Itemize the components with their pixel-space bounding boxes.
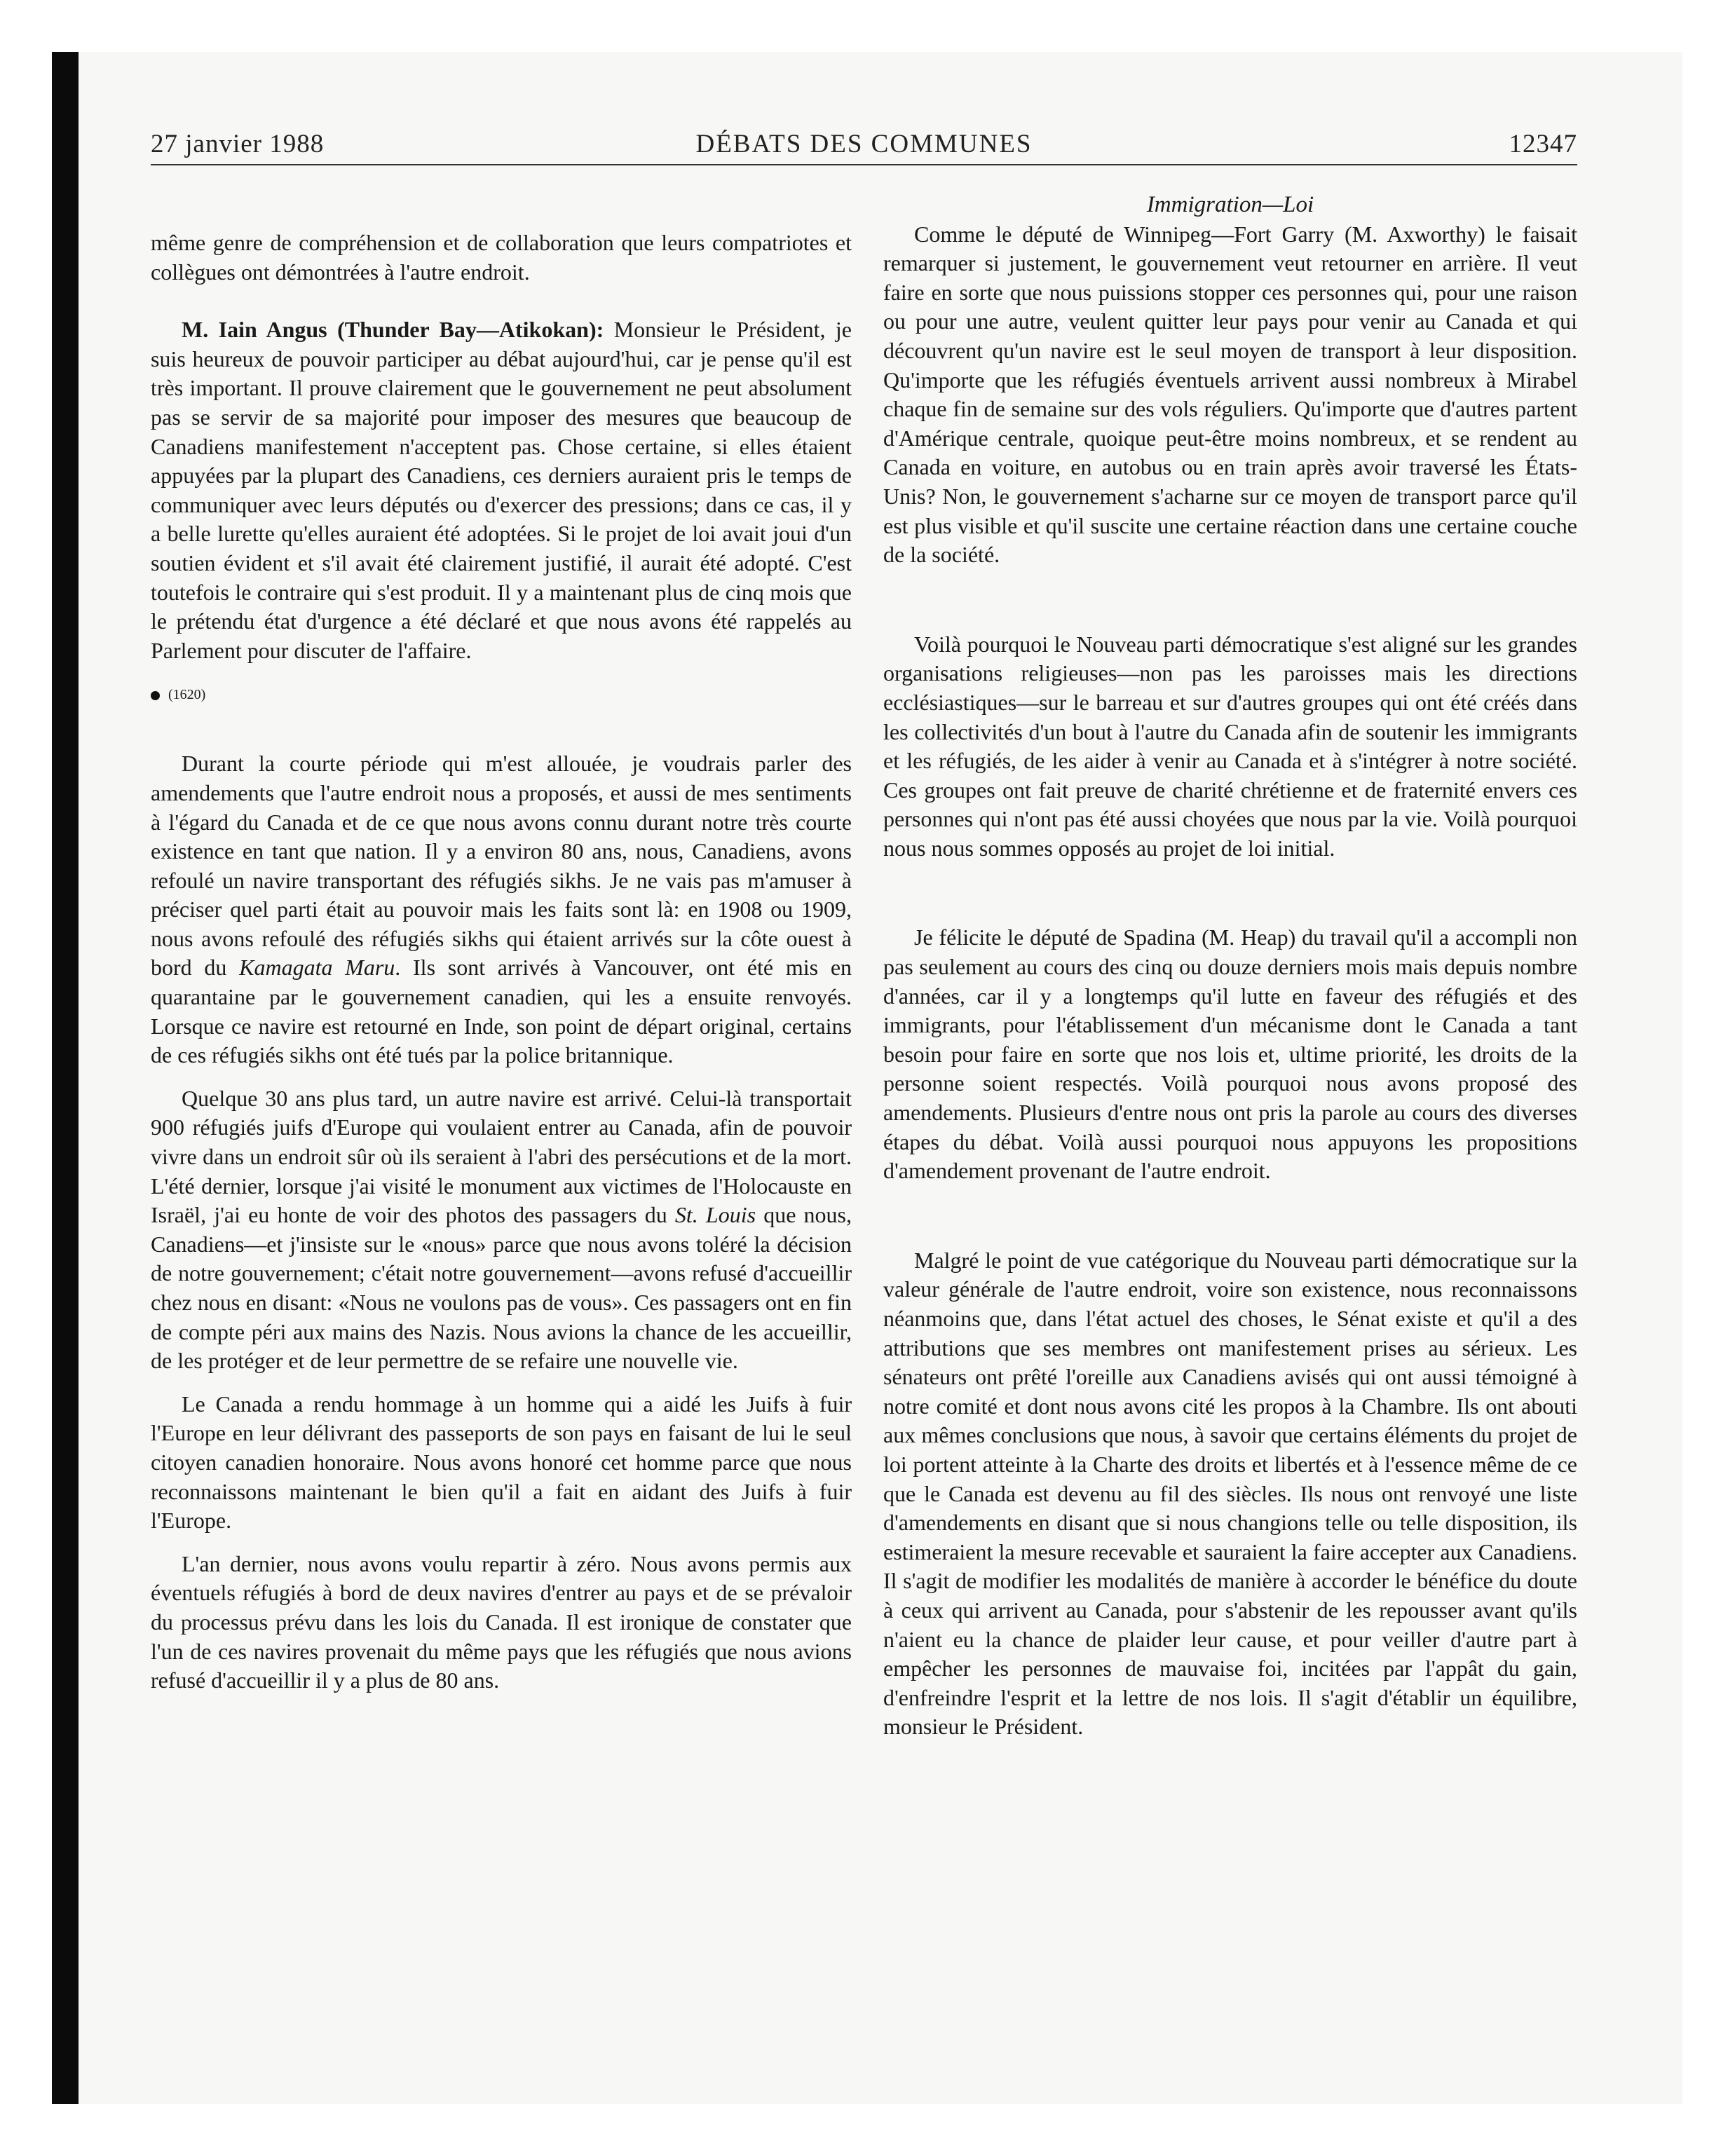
ship-name: Kamagata Maru bbox=[239, 955, 395, 981]
paragraph-text: que nous, Canadiens—et j'insiste sur le «nous» parce que nous avons toléré la décision de notre gouvernement; c'était notre gouvernement—avons refusé d'accueillir chez nous en disant: «Nous ne voulons pas de vous». Ces passagers ont en fin de compte péri aux mains des Nazis. Nous avions la chance de les accueillir, de les protéger et de leur permettre de se refaire une nouvelle vie. bbox=[151, 1202, 852, 1374]
paragraph: Voilà pourquoi le Nouveau parti démocratique s'est aligné sur les grandes organisations religieuses—non pas les paroisses mais les directions ecclésiastiques—sur le barreau et sur d'autres groupes qui ont été créés dans les collectivités d'un bout à l'autre du Canada afin de soutenir les immigrants et les réfugiés, de les aider à venir au Canada et à s'intégrer à notre société. Ces groupes ont fait preuve de charité chrétienne et de fraternité envers ces personnes qui n'ont pas été aussi choyées que nous par la vie. Voilà pourquoi nous nous sommes opposés au projet de loi initial. bbox=[883, 631, 1577, 861]
ship-name: St. Louis bbox=[674, 1202, 756, 1228]
time-marker bbox=[151, 681, 852, 709]
paragraph-text: Quelque 30 ans plus tard, un autre navire est arrivé. Celui-là transportait 900 réfugiés juifs d'Europe qui voulaient entrer au Canada, afin de pouvoir vivre dans un endroit sûr où ils seraient à l'abri des persécutions et de la mort. L'été dernier, lorsque j'ai visité le monument aux victimes de l'Holocauste en Israël, j'ai eu honte de voir des photos des passagers du bbox=[151, 1085, 852, 1228]
paragraph: Malgré le point de vue catégorique du Nouveau parti démocratique sur la valeur générale de l'autre endroit, voire son existence, nous reconnaissons néanmoins que, dans l'état actuel des choses, le Sénat existe et qu'il a des attributions que ses membres ont manifestement prises au sérieux. Les sénateurs ont prêté l'oreille aux Canadiens avisés qui ont aussi témoigné à notre comité et dont nous avons cité les propos à la Chambre. Ils ont abouti aux mêmes conclusions que nous, à savoir que certains éléments du projet de loi portent atteinte à la Charte des droits et libertés et à l'essence même de ce que le Canada est devenu au fil des siècles. Ils nous ont renvoyé une liste d'amendements en disant que si nous changions telle ou telle disposition, ils estimeraient la mesure recevable et sauraient la faire accepter aux Canadiens. Il s'agit de modifier les modalités de manière à accorder le bénéfice du doute à ceux qui arrivent au Canada, pour s'abstenir de les repousser avant qu'ils n'aient eu la chance de plaider leur cause, et pour veiller d'autre part à empêcher les personnes de mauvaise foi, incitées par l'appât du gain, d'enfreindre l'esprit et la lettre de nos lois. Il s'agit d'établir un équilibre, monsieur le Président. bbox=[883, 1247, 1577, 1740]
paragraph: Le Canada a rendu hommage à un homme qui a aidé les Juifs à fuir l'Europe en leur délivrant des passeports de son pays en faisant de lui le seul citoyen canadien honoraire. Nous avons honoré cet homme parce que nous reconnaissons maintenant le bien qu'il a fait en aidant des Juifs à fuir l'Europe. bbox=[151, 1391, 852, 1534]
time-marker-text: (1620) bbox=[168, 687, 206, 703]
left-column bbox=[151, 191, 852, 1696]
speaker-name: M. Iain Angus (Thunder Bay—Atikokan): bbox=[182, 317, 604, 343]
paragraph: Je félicite le député de Spadina (M. Heap) du travail qu'il a accompli non pas seulement au cours des cinq ou douze derniers mois mais depuis nombre d'années, car il y a longtemps qu'il lutte en faveur des réfugiés et des immigrants, pour l'établissement d'un mécanisme dont le Canada a tant besoin pour faire en sorte que nos lois et, ultime priorité, les droits de la personne soient respectés. Voilà pourquoi nous avons proposé des amendements. Plusieurs d'entre nous ont pris la parole au cours des diverses étapes du débat. Voilà aussi pourquoi nous appuyons les propositions d'amendement provenant de l'autre endroit. bbox=[883, 925, 1577, 1184]
paragraph: L'an dernier, nous avons voulu repartir à zéro. Nous avons permis aux éventuels réfugiés à bord de deux navires d'entrer au pays et de se prévaloir du processus prévu dans les lois du Canada. Il est ironique de constater que l'un de ces navires provenait du même pays que les réfugiés que nous avions refusé d'accueillir il y a plus de 80 ans. bbox=[151, 1550, 852, 1693]
header-rule bbox=[151, 164, 1577, 165]
paragraph: même genre de compréhension et de collaboration que leurs compatriotes et collègues ont démontrées à l'autre endroit. bbox=[151, 230, 852, 285]
paragraph bbox=[151, 315, 852, 665]
header-page-number: 12347 bbox=[1509, 130, 1577, 158]
paragraph-text: . Ils sont arrivés à Vancouver, ont été mis en quarantaine par le gouvernement canadien, qui les a ensuite renvoyés. Lorsque ce navire est retourné en Inde, son point de départ original, certains de ces réfugiés sikhs ont été tués par la police britannique. bbox=[151, 955, 852, 1068]
paragraph bbox=[151, 749, 852, 1070]
scan-edge-bar bbox=[52, 52, 79, 2104]
paragraph: Comme le député de Winnipeg—Fort Garry (M. Axworthy) le faisait remarquer si justement, le gouvernement veut retourner en arrière. Il veut faire en sorte que nous puissions stopper ces personnes qui, pour une raison ou pour une autre, veulent quitter leur pays pour venir au Canada et qui découvrent qu'un navire est le seul moyen de transport à leur disposition. Qu'importe que les réfugiés éventuels arrivent aussi nombreux à Mirabel chaque fin de semaine sur des vols réguliers. Qu'importe que d'autres partent d'Amérique centrale, quoique peut-être moins nombreux, et se rendent au Canada en voiture, en autobus ou en train après avoir traversé les États-Unis? Non, le gouvernement s'acharne sur ce moyen de transport parce qu'il est plus visible et qu'il suscite une certaine réaction dans une certaine couche de la société. bbox=[883, 221, 1577, 568]
header-date: 27 janvier 1988 bbox=[151, 130, 325, 158]
header-title: DÉBATS DES COMMUNES bbox=[695, 130, 1033, 158]
right-column bbox=[883, 191, 1577, 1742]
running-head: Immigration—Loi bbox=[1146, 192, 1314, 217]
bullet-icon bbox=[151, 691, 160, 700]
paragraph bbox=[151, 1084, 852, 1376]
paragraph-text: Monsieur le Président, je suis heureux de pouvoir participer au débat aujourd'hui, car je pense qu'il est très important. Il prouve clairement que le gouvernement ne peut absolument pas se servir de sa majorité pour imposer des mesures que beaucoup de Canadiens manifestement n'acceptent pas. Chose certaine, si elles étaient appuyées par la plupart des Canadiens, ces derniers auraient pris le temps de communiquer avec leurs députés ou d'exercer des pressions; dans ce cas, il y a belle lurette qu'elles auraient été adoptées. Si le projet de loi avait joui d'un soutien évident et s'il avait été clairement justifié, il aurait été adopté. C'est toutefois le contraire qui s'est produit. Il y a maintenant plus de cinq mois que le prétendu état d'urgence a été déclaré et que nous avons été rappelés au Parlement pour discuter de l'affaire. bbox=[151, 317, 852, 663]
page-header bbox=[151, 129, 1577, 168]
paragraph-text: Durant la courte période qui m'est allouée, je voudrais parler des amendements que l'autre endroit nous a proposés, et aussi de mes sentiments à l'égard du Canada et de ce que nous avons connu durant notre très courte existence en tant que nation. Il y a environ 80 ans, nous, Canadiens, avons refoulé un navire transportant des réfugiés sikhs. Je ne vais pas m'amuser à préciser quel parti était au pouvoir mais les faits sont là: en 1908 ou 1909, nous avons refoulé des réfugiés sikhs qui étaient arrivés sur la côte ouest à bord du bbox=[151, 751, 852, 981]
